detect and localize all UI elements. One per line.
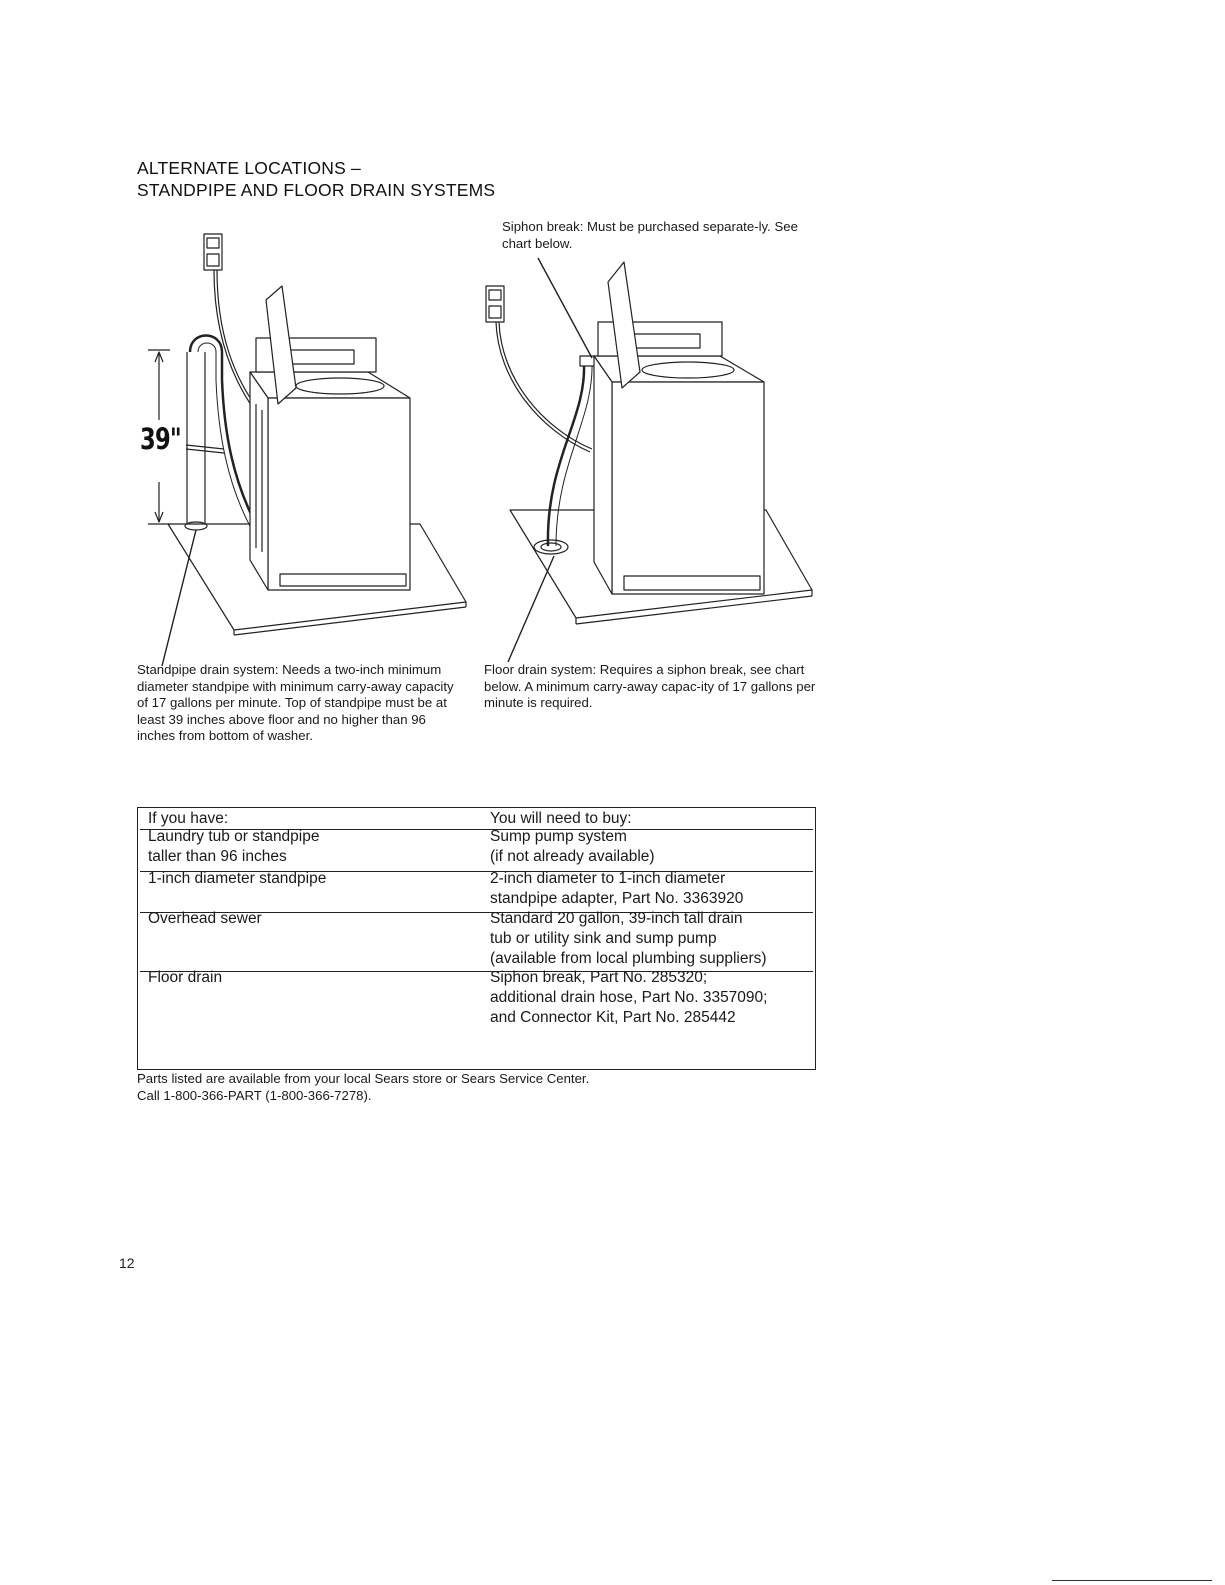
siphon-break-callout: Siphon break: Must be purchased separate-ly. See chart below. <box>502 219 798 251</box>
right-wall-outlet <box>486 286 592 452</box>
standpipe <box>185 336 258 531</box>
row-1-have: Laundry tub or standpipe taller than 96 inches <box>148 828 320 865</box>
row-4-need: Siphon break, Part No. 285320; additional drain hose, Part No. 3357090; and Connector Kit, Part No. 285442 <box>490 969 768 1026</box>
header-need: You will need to buy: <box>490 810 632 827</box>
left-washer <box>250 286 410 590</box>
right-washer <box>594 262 764 594</box>
floor-drain-leader-line <box>508 556 554 662</box>
parts-footnote <box>137 1071 589 1104</box>
height-dimension-label: 39" <box>140 422 181 456</box>
heading-line-1: ALTERNATE LOCATIONS – <box>137 158 361 178</box>
footnote-line-2: Call 1-800-366-PART (1-800-366-7278). <box>137 1087 372 1103</box>
row-3-have: Overhead sewer <box>148 910 262 927</box>
row-1-need: Sump pump system (if not already available) <box>490 828 655 865</box>
footnote-line-1: Parts listed are available from your local Sears store or Sears Service Center. <box>137 1071 590 1086</box>
siphon-leader-line <box>538 258 592 358</box>
scan-edge-rule <box>1052 1580 1212 1581</box>
row-2-need: 2-inch diameter to 1-inch diameter standpipe adapter, Part No. 3363920 <box>490 870 744 907</box>
standpipe-leader-line <box>162 530 196 666</box>
floor-drain-callout: Floor drain system: Requires a siphon break, see chart below. A minimum carry-away capac-ity of 17 gallons per minute is required. <box>484 662 816 710</box>
row-2-have: 1-inch diameter standpipe <box>148 870 327 887</box>
parts-table <box>137 807 816 1070</box>
heading-line-2: STANDPIPE AND FLOOR DRAIN SYSTEMS <box>137 180 496 200</box>
row-3-need: Standard 20 gallon, 39-inch tall drain tub or utility sink and sump pump (available from local plumbing suppliers) <box>490 910 767 967</box>
standpipe-drain-callout: Standpipe drain system: Needs a two-inch minimum diameter standpipe with minimum carry-away capacity of 17 gallons per minute. Top of standpipe must be at least 39 inches above floor and no higher than 96 inches from bottom of washer. <box>137 662 454 743</box>
header-have: If you have: <box>148 810 229 827</box>
page-number: 12 <box>119 1255 135 1271</box>
row-4-have: Floor drain <box>148 969 223 986</box>
